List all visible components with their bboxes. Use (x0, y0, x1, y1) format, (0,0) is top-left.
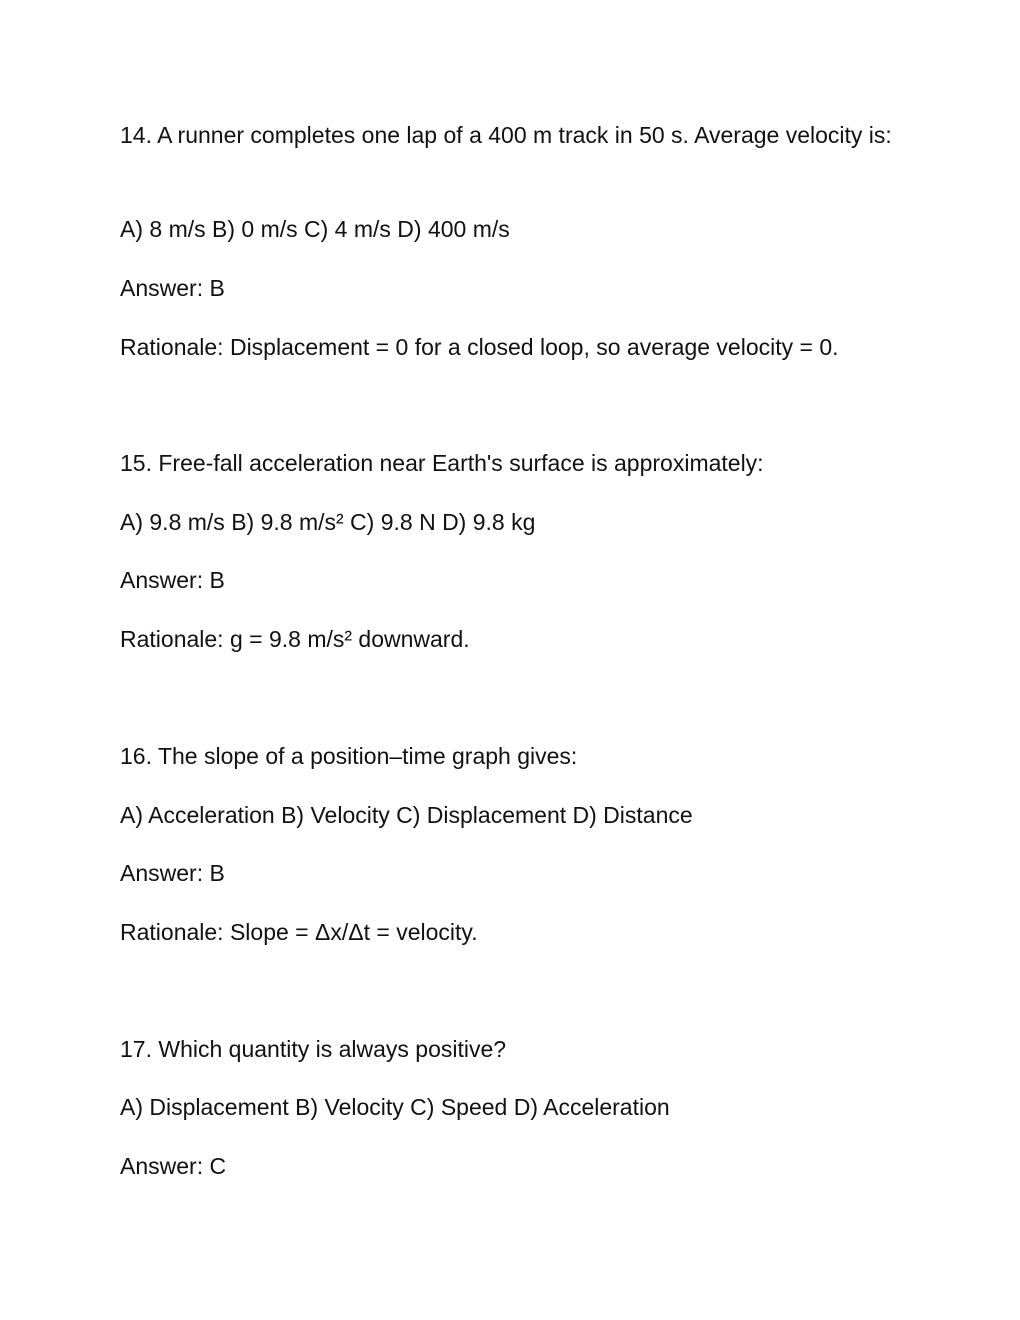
question-17-answer: Answer: C (120, 1153, 227, 1179)
question-16-answer: Answer: B (120, 860, 225, 886)
question-16-options: A) Acceleration B) Velocity C) Displacement D) Distance (120, 802, 693, 828)
question-17-options: A) Displacement B) Velocity C) Speed D) Acceleration (120, 1094, 670, 1120)
question-14-answer: Answer: B (120, 275, 225, 301)
question-14-text: 14. A runner completes one lap of a 400 m track in 50 s. Average velocity is: (120, 122, 892, 148)
question-14-options: A) 8 m/s B) 0 m/s C) 4 m/s D) 400 m/s (120, 216, 510, 242)
question-14-rationale: Rationale: Displacement = 0 for a closed loop, so average velocity = 0. (120, 334, 839, 360)
question-17-text: 17. Which quantity is always positive? (120, 1036, 507, 1062)
question-15-options: A) 9.8 m/s B) 9.8 m/s² C) 9.8 N D) 9.8 kg (120, 509, 536, 535)
question-16-text: 16. The slope of a position–time graph gives: (120, 743, 578, 769)
question-15-rationale: Rationale: g = 9.8 m/s² downward. (120, 626, 470, 652)
question-15-answer: Answer: B (120, 567, 225, 593)
question-15-text: 15. Free-fall acceleration near Earth's surface is approximately: (120, 450, 764, 476)
question-16-rationale: Rationale: Slope = Δx/Δt = velocity. (120, 919, 478, 945)
